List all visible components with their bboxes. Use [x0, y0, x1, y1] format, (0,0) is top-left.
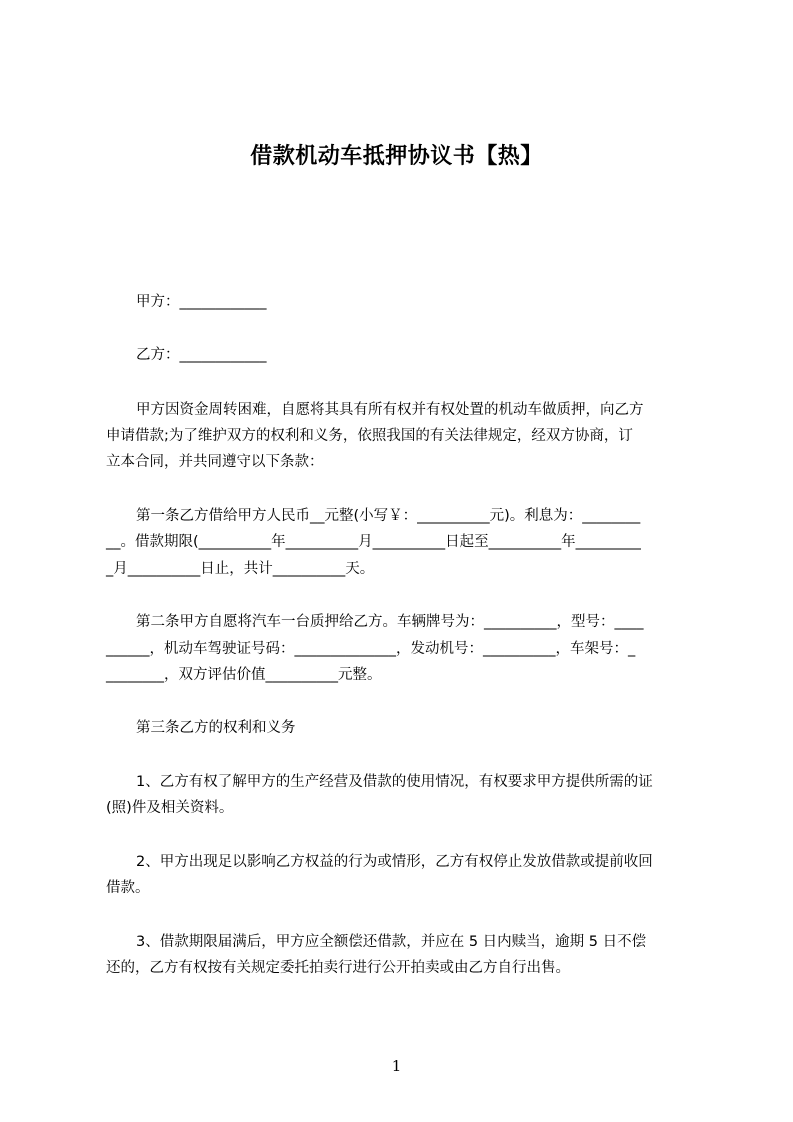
clause3-line: 还的，乙方有权按有关规定委托拍卖行进行公开拍卖或由乙方自行出售。: [106, 960, 570, 976]
preamble-line: 甲方因资金周转困难，自愿将其具有所有权并有权处置的机动车做质押，向乙方: [136, 402, 644, 418]
clause2-line: 2、甲方出现足以影响乙方权益的行为或情形，乙方有权停止发放借款或提前收回: [136, 854, 653, 870]
article2-line: 第二条甲方自愿将汽车一台质押给乙方。车辆牌号为：__________，型号：____: [136, 614, 644, 630]
party-b-line: 乙方：____________: [136, 347, 267, 363]
party-a-line: 甲方：____________: [136, 294, 267, 310]
article1-line: _月__________日止，共计__________天。: [106, 561, 375, 577]
article3-heading: 第三条乙方的权利和义务: [136, 720, 296, 736]
article2-line: ______，机动车驾驶证号码：______________，发动机号：__________，车架号：_: [106, 641, 636, 657]
preamble-line: 申请借款;为了维护双方的权利和义务，依照我国的有关法律规定，经双方协商，订: [106, 428, 633, 444]
clause3-line: 3、借款期限届满后，甲方应全额偿还借款，并应在 5 日内赎当，逾期 5 日不偿: [136, 934, 647, 950]
article2-line: ________，双方评估价值__________元整。: [106, 667, 382, 683]
document-title: 借款机动车抵押协议书【热】: [250, 144, 543, 169]
article1-line: __。借款期限(__________年__________月__________日起至__________年_________: [106, 534, 641, 550]
clause1-line: 1、乙方有权了解甲方的生产经营及借款的使用情况，有权要求甲方提供所需的证: [136, 774, 653, 790]
article1-line: 第一条乙方借给甲方人民币__元整(小写￥：__________元)。利息为：________: [136, 508, 641, 524]
preamble-line: 立本合同，并共同遵守以下条款：: [106, 454, 324, 470]
clause1-line: (照)件及相关资料。: [106, 800, 234, 816]
page-number: 1: [391, 1057, 402, 1075]
clause2-line: 借款。: [106, 880, 150, 896]
